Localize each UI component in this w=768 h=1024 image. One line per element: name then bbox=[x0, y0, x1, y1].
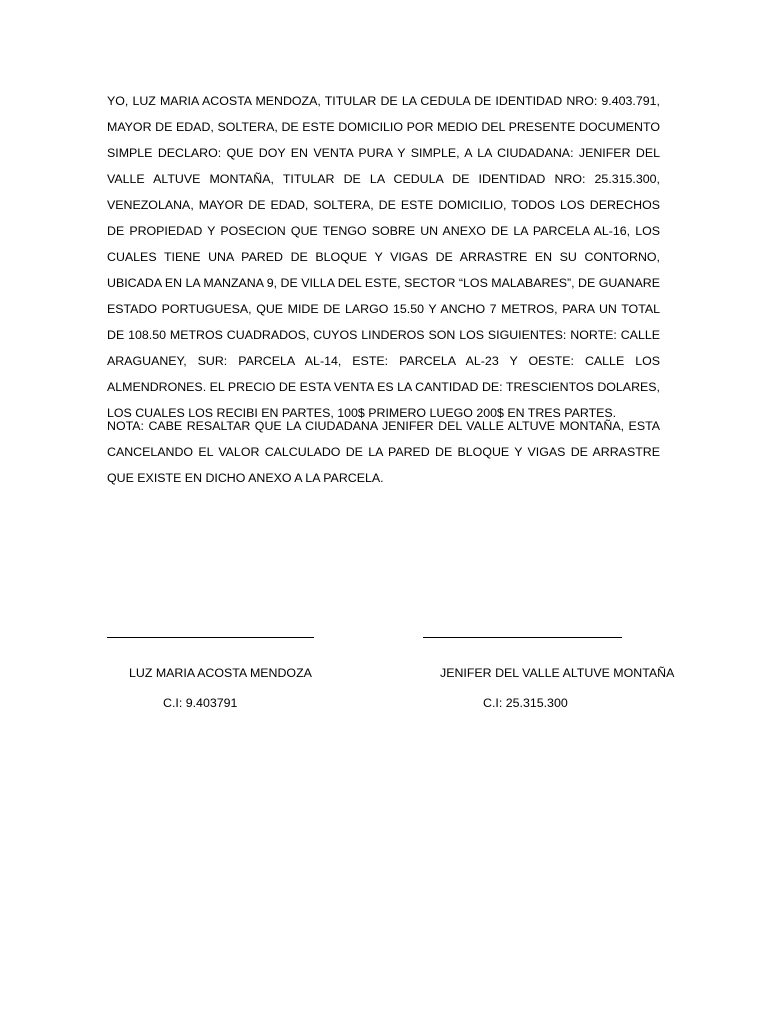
buyer-id-number: C.I: 25.315.300 bbox=[483, 696, 568, 710]
note-paragraph: NOTA: CABE RESALTAR QUE LA CIUDADANA JENIFER DEL VALLE ALTUVE MONTAÑA, ESTA CANCELANDO EL VALOR CALCULADO DE LA PARED DE BLOQUE Y VIGAS DE ARRASTRE QUE EXISTE EN DICHO ANEXO A LA PARCELA. bbox=[107, 419, 660, 485]
buyer-name: JENIFER DEL VALLE ALTUVE MONTAÑA bbox=[440, 666, 675, 680]
seller-signature-line bbox=[107, 637, 314, 638]
buyer-signature-line bbox=[423, 637, 622, 638]
seller-id-number: C.I: 9.403791 bbox=[163, 696, 238, 710]
declaration-paragraph: YO, LUZ MARIA ACOSTA MENDOZA, TITULAR DE LA CEDULA DE IDENTIDAD NRO: 9.403.791, MAYOR DE EDAD, SOLTERA, DE ESTE DOMICILIO POR MEDIO DEL PRESENTE DOCUMENTO SIMPLE DECLARO: QUE DOY EN VENTA PURA Y SIMPLE, A LA CIUDADANA: JENIFER DEL VALLE ALTUVE MONTAÑA, TITULAR DE LA CEDULA DE IDENTIDAD NRO: 25.315.300, VENEZOLANA, MAYOR DE EDAD, SOLTERA, DE ESTE DOMICILIO, TODOS LOS DERECHOS DE PROPIEDAD Y POSECION QUE TENGO SOBRE UN ANEXO DE LA PARCELA AL-16, LOS CUALES TIENE UNA PARED DE BLOQUE Y VIGAS DE ARRASTRE EN SU CONTORNO, UBICADA EN LA MANZANA 9, DE VILLA DEL ESTE, SECTOR “LOS MALABARES”, DE GUANARE ESTADO PORTUGUESA, QUE MIDE DE LARGO 15.50 Y ANCHO 7 METROS, PARA UN TOTAL DE 108.50 METROS CUADRADOS, CUYOS LINDEROS SON LOS SIGUIENTES: NORTE: CALLE ARAGUANEY, SUR: PARCELA AL-14, ESTE: PARCELA AL-23 Y OESTE: CALLE LOS ALMENDRONES. EL PRECIO DE ESTA VENTA ES LA CANTIDAD DE: TRESCIENTOS DOLARES, LOS CUALES LOS RECIBI EN PARTES, 100$ PRIMERO LUEGO 200$ EN TRES PARTES. bbox=[107, 94, 660, 420]
seller-name: LUZ MARIA ACOSTA MENDOZA bbox=[129, 666, 312, 680]
